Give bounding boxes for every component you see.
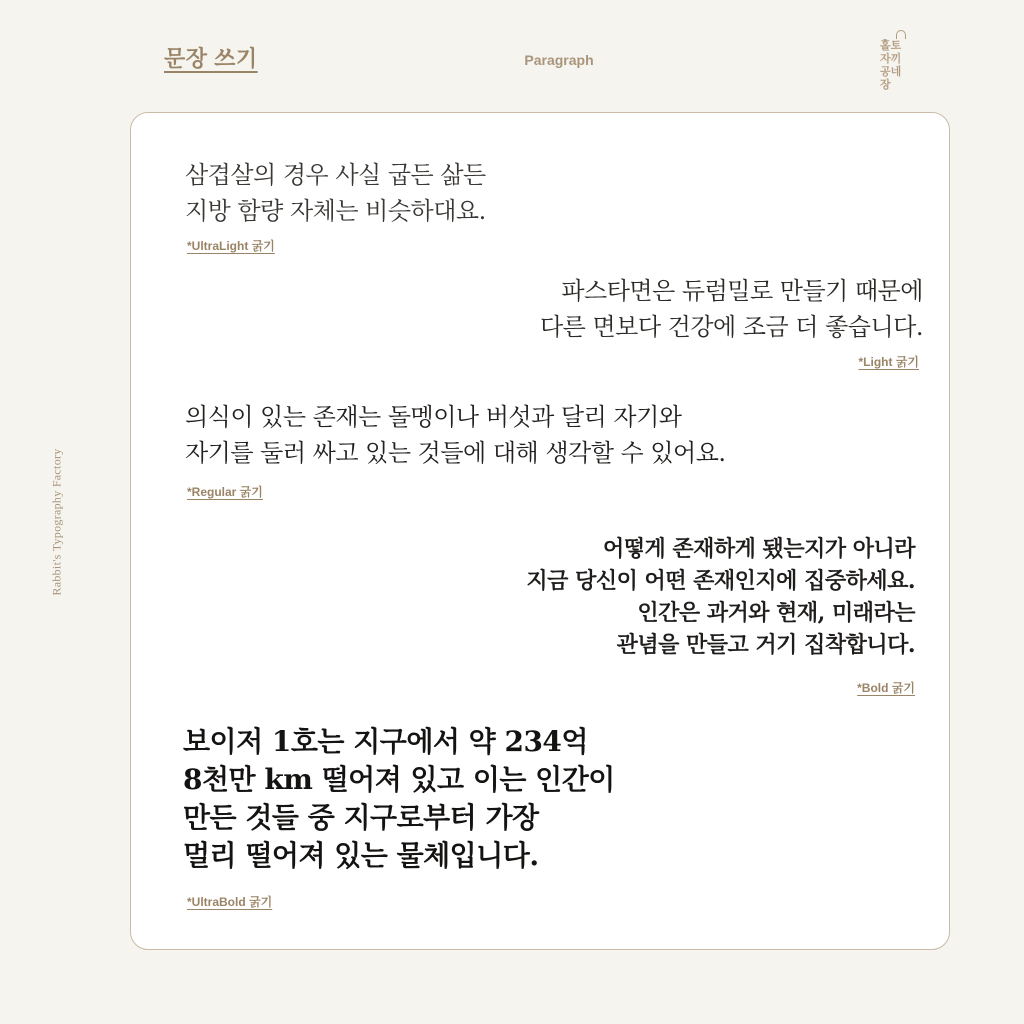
paragraph-bold [526,533,915,661]
side-label: Rabbit's Typography Factory [49,448,64,596]
paragraph-light [540,273,923,345]
paragraph-line: 자기를 둘러 싸고 있는 것들에 대해 생각할 수 있어요. [185,439,726,467]
paragraph-line: 의식이 있는 존재는 돌멩이나 버섯과 달리 자기와 [185,403,682,431]
weight-label-ultrabold: *UltraBold 굵기 [187,895,273,909]
paragraph-ultralight [185,157,486,229]
paragraph-line: 파스타면은 듀럼밀로 만들기 때문에 [561,277,923,305]
weight-label-ultralight: *UltraLight 굵기 [187,239,275,253]
sample-card [130,112,950,950]
page-title: 문장 쓰기 [164,46,258,71]
paragraph-ultrabold [183,723,615,875]
page-subtitle: Paragraph [524,52,594,68]
paragraph-line: 어떻게 존재하게 됐는지가 아니라 [602,536,915,562]
paragraph-line: 지금 당신이 어떤 존재인지에 집중하세요. [526,568,915,594]
logo-line: 자끼 [880,53,902,65]
paragraph-regular [185,399,726,471]
paragraph-line: 8천만 km 떨어져 있고 이는 인간이 [183,763,615,796]
paragraph-line: 지방 함량 자체는 비슷하대요. [185,197,486,225]
paragraph-line: 인간은 과거와 현재, 미래라는 [637,600,915,626]
paragraph-line: 보이저 1호는 지구에서 약 234억 [183,725,588,758]
logo-line: 홀토 [880,40,902,52]
brand-logo [868,30,912,94]
paragraph-line: 다른 면보다 건강에 조금 더 좋습니다. [539,313,923,341]
paragraph-line: 삼겹살의 경우 사실 굽든 삶든 [185,161,486,189]
logo-line: 장 [880,79,891,91]
paragraph-line: 관념을 만들고 거기 집착합니다. [616,632,915,658]
paragraph-line: 멀리 떨어져 있는 물체입니다. [183,839,539,872]
rabbit-ear-icon [896,30,906,39]
weight-label-bold: *Bold 굵기 [857,681,915,695]
weight-label-regular: *Regular 굵기 [187,485,263,499]
weight-label-light: *Light 굵기 [858,355,919,369]
paragraph-line: 만든 것들 중 지구로부터 가장 [183,801,539,834]
logo-line: 공네 [880,66,902,78]
